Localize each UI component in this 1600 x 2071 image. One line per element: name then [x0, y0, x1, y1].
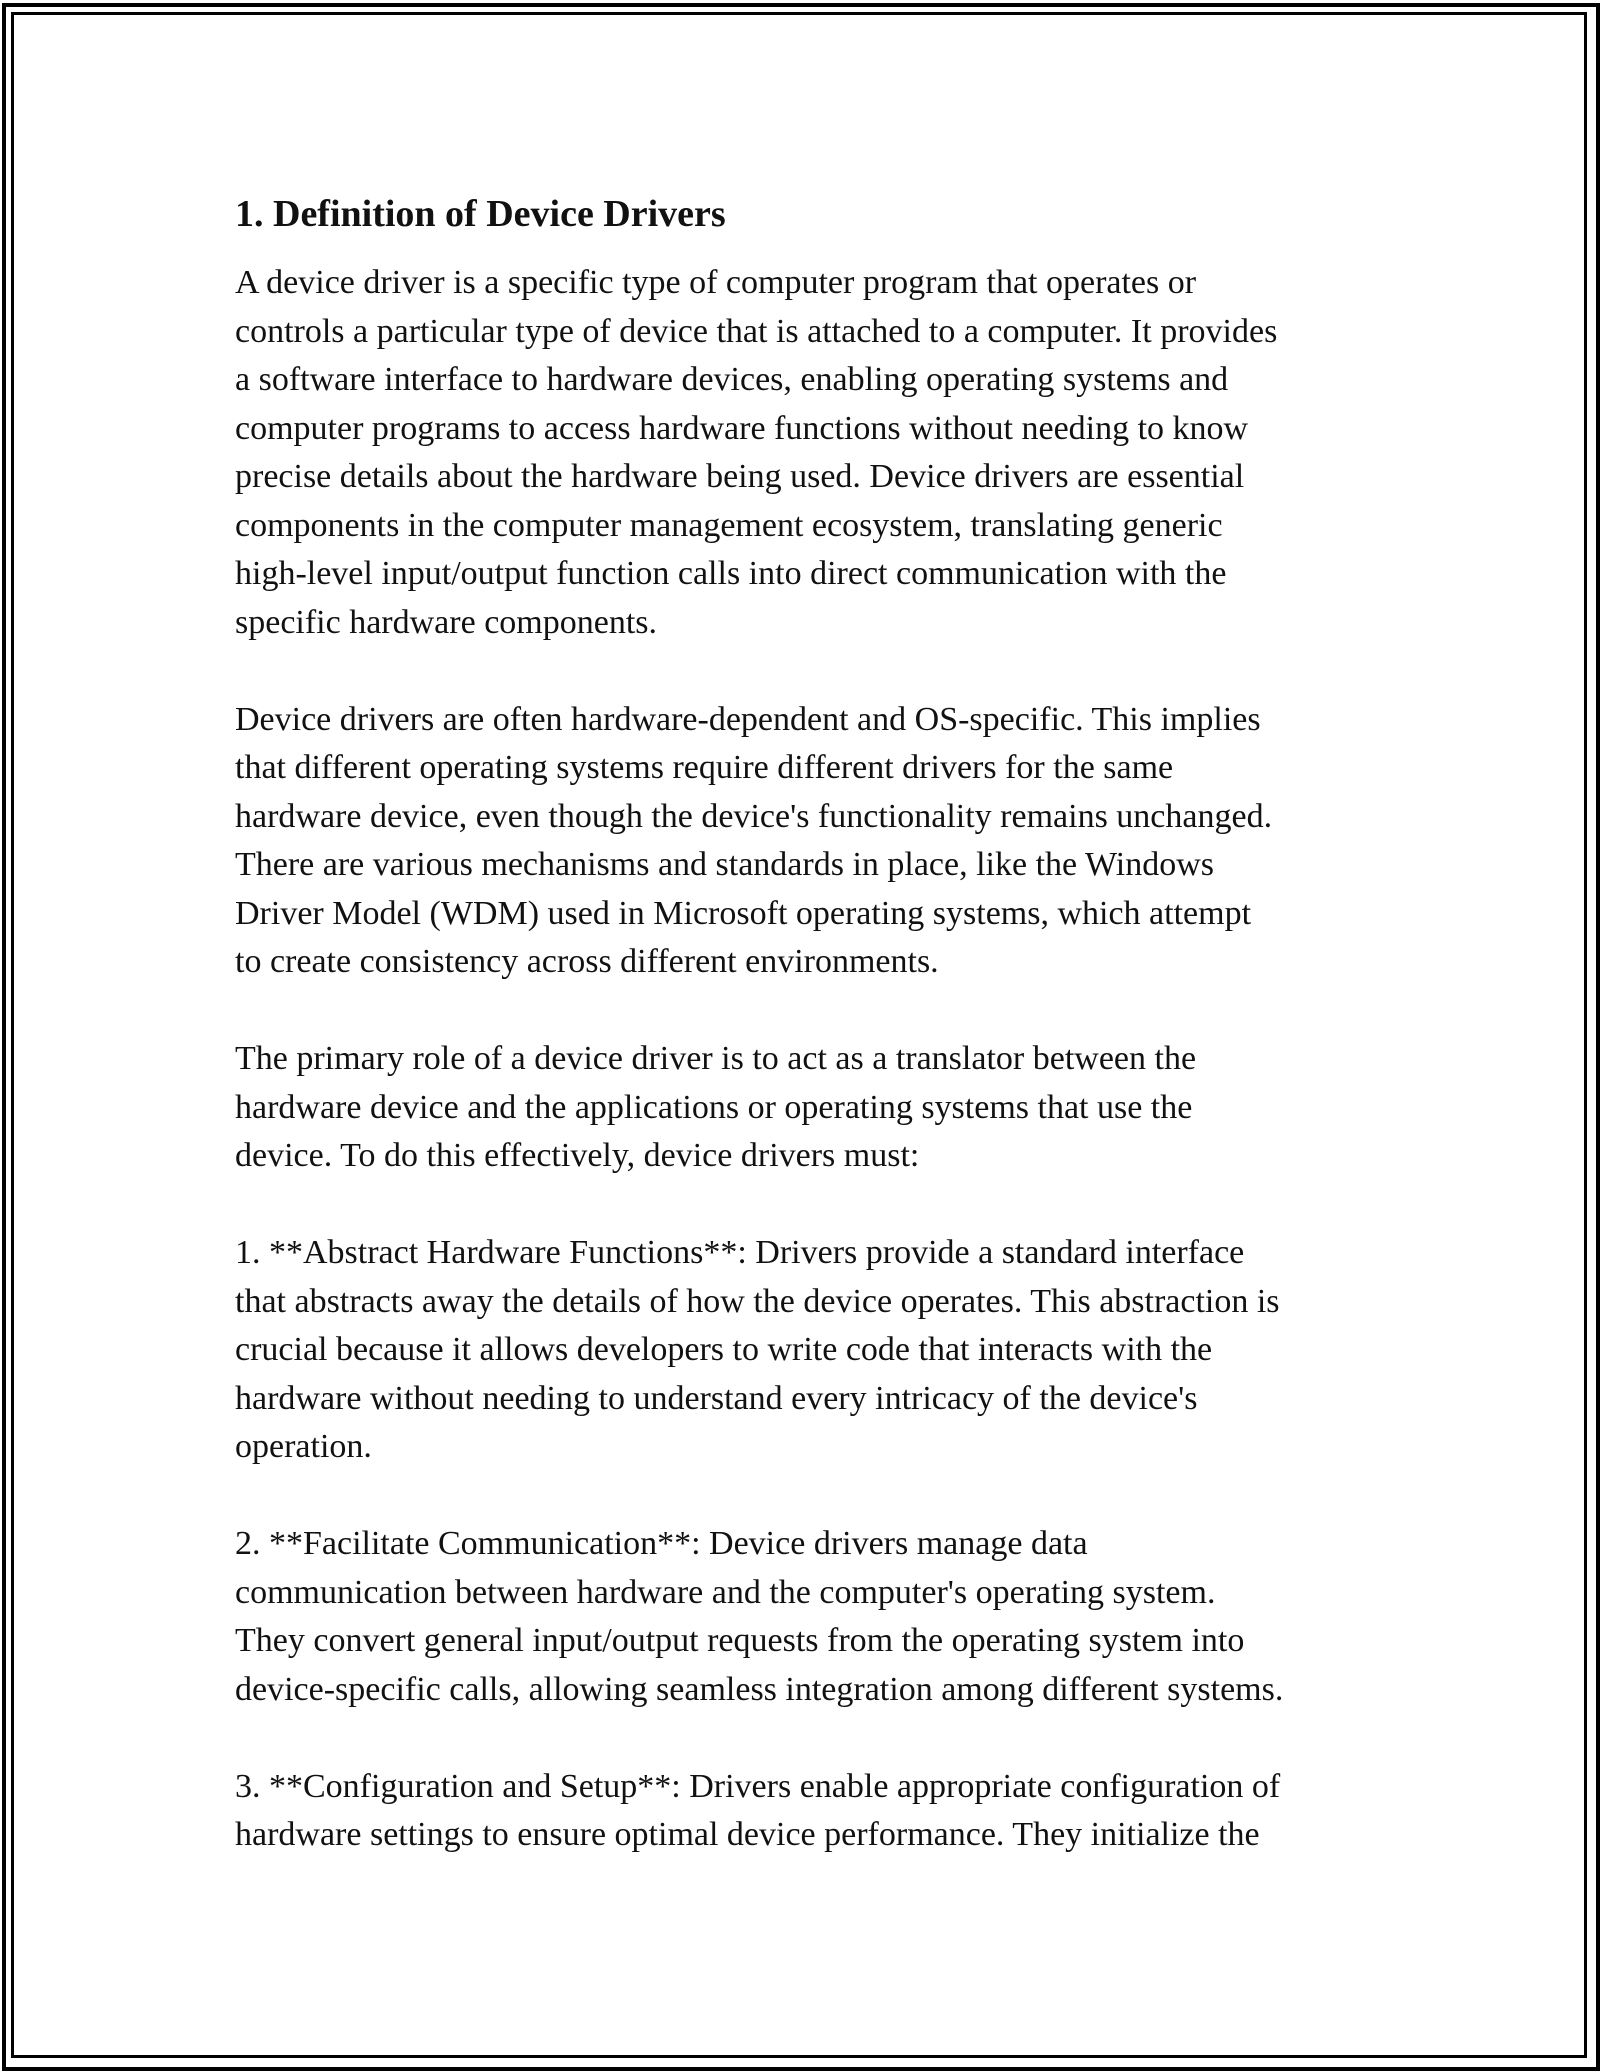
paragraph-spacer — [235, 987, 1385, 1036]
paragraph-primary-role: The primary role of a device driver is to act as a translator between the hardware device and the applications or operating systems that use the device. To do this effectively, device drivers must: — [235, 1040, 1197, 1174]
paragraph-os-specific: Device drivers are often hardware-dependent and OS-specific. This implies that different operating systems require different drivers for the same hardware device, even though the device's functionality remains unchanged. There are various mechanisms and standards in place, like the Windows Driver Model (WDM) used in Microsoft operating systems, which attempt to create consistency across different environments. — [235, 700, 1273, 980]
list-item-abstract-hardware: 1. **Abstract Hardware Functions**: Drivers provide a standard interface that abstracts away the details of how the device operates. This abstraction is crucial because it allows developers to write code that interacts with the hardware without needing to understand every intricacy of the device's operation. — [235, 1234, 1280, 1465]
paragraph-spacer — [235, 1181, 1385, 1230]
section-heading: 1. Definition of Device Drivers — [235, 193, 726, 235]
document-body — [235, 186, 1385, 1860]
paragraph-spacer — [235, 1472, 1385, 1521]
list-item-configuration-setup: 3. **Configuration and Setup**: Drivers enable appropriate configuration of hardware settings to ensure optimal device performance. They initialize the — [235, 1767, 1281, 1853]
paragraph-spacer — [235, 647, 1385, 696]
paragraph-spacer — [235, 1714, 1385, 1763]
paragraph-definition: A device driver is a specific type of computer program that operates or controls a particular type of device that is attached to a computer. It provides a software interface to hardware devices, enabling operating systems and computer programs to access hardware functions without needing to know precise details about the hardware being used. Device drivers are essential components in the computer management ecosystem, translating generic high-level input/output function calls into direct communication with the specific hardware components. — [235, 264, 1278, 641]
list-item-facilitate-communication: 2. **Facilitate Communication**: Device drivers manage data communication between hardware and the computer's operating system. They convert general input/output requests from the operating system into device-specific calls, allowing seamless integration among different systems. — [235, 1525, 1284, 1708]
